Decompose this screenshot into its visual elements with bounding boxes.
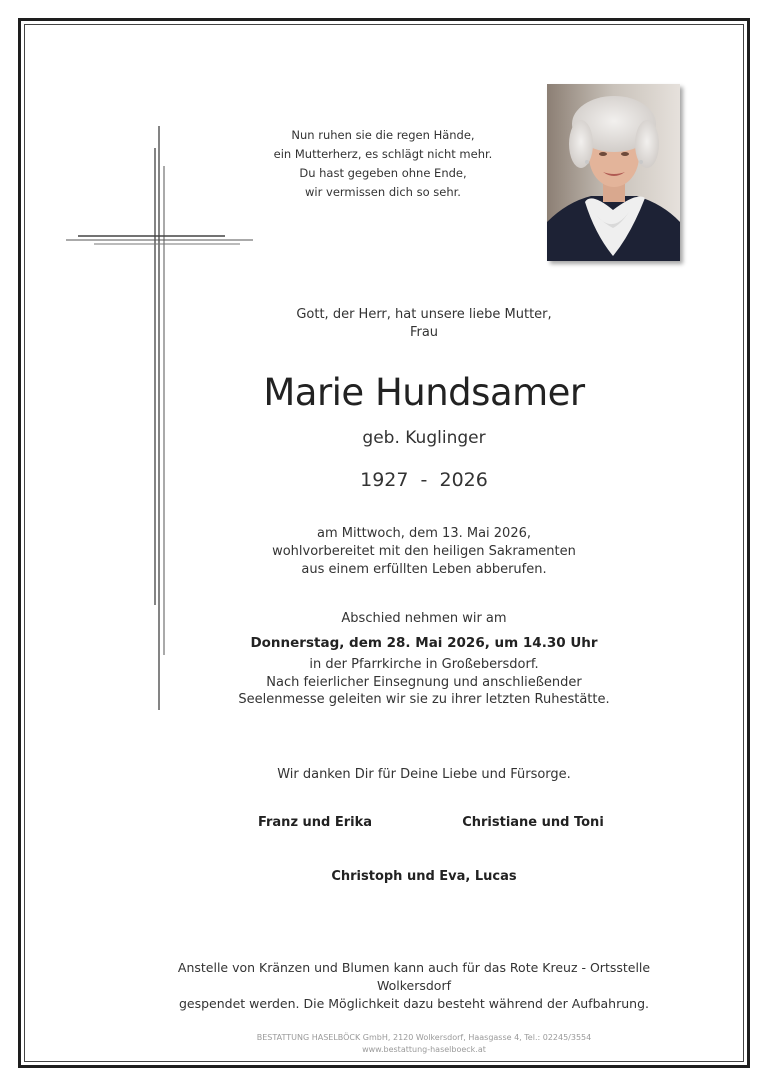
death-line: aus einem erfüllten Leben abberufen. xyxy=(301,562,547,577)
poem-line: ein Mutterherz, es schlägt nicht mehr. xyxy=(273,147,493,161)
donation-line: Anstelle von Kränzen und Blumen kann auch für das Rote Kreuz - Ortsstelle Wolkersdorf xyxy=(177,960,651,993)
footer-website: www.bestattung-haselboeck.at xyxy=(362,1045,486,1054)
death-text xyxy=(200,525,648,579)
funeral-details xyxy=(200,656,648,709)
intro-text xyxy=(200,306,648,342)
portrait-photo xyxy=(547,84,680,261)
donation-line: gespendet werden. Die Möglichkeit dazu besteht während der Aufbahrung. xyxy=(178,996,649,1011)
funeral-detail-line: Nach feierlicher Einsegnung und anschließender xyxy=(266,674,582,690)
mourner-entry: Franz und Erika xyxy=(257,815,373,830)
undertaker-footer xyxy=(150,1032,698,1056)
thanks-text: Wir danken Dir für Deine Liebe und Fürsorge. xyxy=(277,767,571,782)
intro-line: Frau xyxy=(409,325,439,340)
poem-line: wir vermissen dich so sehr. xyxy=(305,185,461,199)
mourner-entry: Christiane und Toni xyxy=(462,815,604,830)
poem-line: Du hast gegeben ohne Ende, xyxy=(299,166,467,180)
death-line: wohlvorbereitet mit den heiligen Sakramenten xyxy=(272,544,576,559)
cross-icon xyxy=(60,120,260,720)
death-line: am Mittwoch, dem 13. Mai 2026, xyxy=(316,526,532,541)
mourner-entry: Christoph und Eva, Lucas xyxy=(331,869,517,884)
intro-line: Gott, der Herr, hat unsere liebe Mutter, xyxy=(296,307,552,322)
farewell-intro: Abschied nehmen wir am xyxy=(341,611,507,626)
footer-address: BESTATTUNG HASELBÖCK GmbH, 2120 Wolkersdorf, Haasgasse 4, Tel.: 02245/3554 xyxy=(256,1033,592,1042)
poem xyxy=(258,126,508,202)
deceased-name: Marie Hundsamer xyxy=(263,371,585,414)
funeral-detail-line: Seelenmesse geleiten wir sie zu ihrer letzten Ruhestätte. xyxy=(238,692,610,707)
poem-line: Nun ruhen sie die regen Hände, xyxy=(291,128,475,142)
funeral-datetime: Donnerstag, dem 28. Mai 2026, um 14.30 Uhr xyxy=(250,635,598,651)
funeral-detail-line: in der Pfarrkirche in Großebersdorf. xyxy=(309,657,539,672)
donation-note xyxy=(150,959,678,1013)
maiden-name: geb. Kuglinger xyxy=(362,428,486,448)
life-years: 1927 - 2026 xyxy=(360,469,488,491)
